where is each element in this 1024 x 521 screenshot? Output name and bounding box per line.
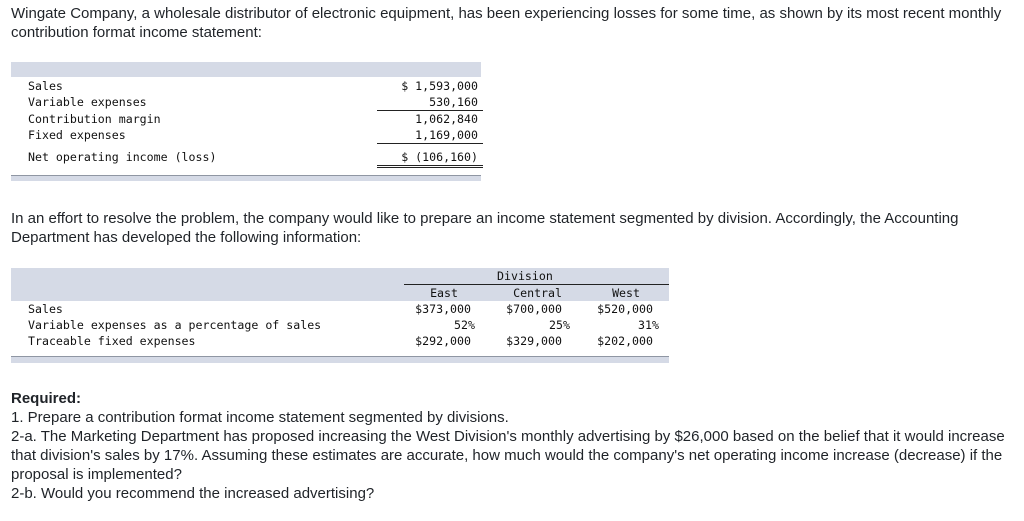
value-cell — [377, 111, 483, 127]
division-table — [11, 268, 669, 363]
table-cell: 52% — [454, 318, 475, 332]
table-cell: $202,000 — [597, 334, 653, 348]
row-label: Variable expenses — [28, 95, 147, 109]
required-heading: Required: — [11, 390, 82, 407]
row-label: Sales — [28, 79, 63, 93]
middle-paragraph: In an effort to resolve the problem, the company would like to prepare an income statement segmented by division. Accordingly, the Accounting Department has developed the following information: — [11, 210, 959, 246]
row-label: Fixed expenses — [28, 128, 126, 142]
table-cell: 31% — [638, 318, 659, 332]
value-cell — [377, 94, 483, 111]
row-value: 1,062,840 — [415, 112, 478, 126]
required-item-2a: 2-a. The Marketing Department has proposed increasing the West Division's monthly advertising by $26,000 based on the belief that it would increase that division's sales by 17%. Assuming these estimates are accurate, how much would the company's net operating income increase (decrease) if the proposal is implemented? — [11, 428, 1005, 483]
table-header-bar — [11, 62, 481, 77]
value-cell — [377, 149, 483, 168]
table-cell: $700,000 — [506, 302, 562, 316]
row-value: 530,160 — [429, 95, 478, 109]
table-row-net-operating-income — [11, 149, 481, 165]
table-cell: $292,000 — [415, 334, 471, 348]
income-statement-table — [11, 62, 481, 181]
column-header-central: Central — [513, 286, 562, 300]
row-label: Traceable fixed expenses — [28, 334, 196, 348]
row-value: $ 1,593,000 — [401, 79, 478, 93]
row-value: 1,169,000 — [415, 128, 478, 142]
table-footer-bar — [11, 357, 669, 363]
column-header-east: East — [430, 286, 458, 300]
table-row-sales — [11, 78, 481, 94]
required-item-1: 1. Prepare a contribution format income statement segmented by divisions. — [11, 409, 509, 426]
column-header-west: West — [612, 286, 640, 300]
table-cell: 25% — [549, 318, 570, 332]
table-cell: $520,000 — [597, 302, 653, 316]
value-cell — [377, 78, 483, 94]
row-label: Contribution margin — [28, 112, 161, 126]
value-cell — [377, 127, 483, 144]
row-label: Sales — [28, 302, 63, 316]
table-row-variable-expenses — [11, 94, 481, 110]
division-group-header: Division — [497, 269, 553, 283]
intro-paragraph: Wingate Company, a wholesale distributor of electronic equipment, has been experiencing losses for some time, as shown by its most recent monthly contribution format income statement: — [11, 5, 1002, 41]
required-section — [11, 389, 1016, 503]
table-header-bar — [11, 268, 669, 284]
row-label: Net operating income (loss) — [28, 150, 217, 164]
row-value: $ (106,160) — [401, 150, 478, 164]
table-row-contribution-margin — [11, 111, 481, 127]
table-row-fixed-expenses — [11, 127, 481, 143]
row-label: Variable expenses as a percentage of sales — [28, 318, 322, 332]
table-cell: $373,000 — [415, 302, 471, 316]
table-cell: $329,000 — [506, 334, 562, 348]
table-footer-bar — [11, 176, 481, 181]
required-item-2b: 2-b. Would you recommend the increased advertising? — [11, 485, 375, 502]
